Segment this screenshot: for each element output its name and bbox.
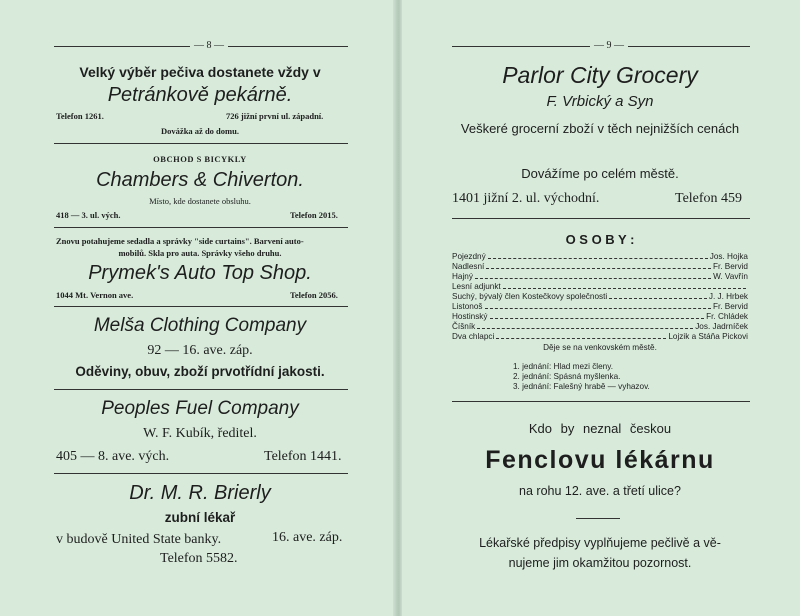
chambers-address: 418 — 3. ul. vých. — [56, 210, 121, 220]
leader-line — [609, 292, 707, 299]
pharmacy-line3: Lékařské předpisy vyplňujeme pečlivě a vě- — [479, 536, 721, 550]
grocery-address: 1401 jižní 2. ul. východní. — [452, 191, 600, 206]
act-3: 3. jednání: Falešný hrabě — vyhazov. — [513, 382, 650, 391]
peoples-phone: Telefon 1441. — [264, 449, 342, 464]
leader-line — [503, 282, 746, 289]
divider — [54, 473, 348, 474]
cast-role: Pojezdný — [452, 252, 486, 261]
cast-heading: O S O B Y : — [565, 232, 635, 247]
prymek-line1: Znovu potahujeme sedadla a správky "side curtains". Barvení auto- — [56, 236, 304, 246]
grocery-delivery: Dovážíme po celém městě. — [521, 166, 679, 181]
prymek-name: Prymek's Auto Top Shop. — [88, 262, 312, 284]
cast-actor: Jos. Jadrníček — [695, 322, 748, 331]
cast-actor: Jos. Hojka — [709, 252, 748, 261]
peoples-director: W. F. Kubík, ředitel. — [143, 426, 257, 441]
cast-role: Dva chlapci — [452, 332, 495, 341]
petrank-name: Petránkově pekárně. — [107, 84, 293, 106]
leader-line — [486, 262, 711, 269]
cast-row — [452, 262, 748, 272]
melsa-tagline: Oděviny, obuv, zboží prvotřídní jakosti. — [75, 364, 325, 379]
page-number: — 9 — — [590, 40, 628, 51]
chambers-name: Chambers & Chiverton. — [96, 169, 304, 191]
cast-role: Hajný — [452, 272, 473, 281]
leader-line — [488, 252, 708, 259]
cast-role: Lesní adjunkt — [452, 282, 501, 291]
cast-role: Nadlesní — [452, 262, 485, 271]
melsa-address: 92 — 16. ave. záp. — [147, 343, 253, 358]
brierly-name: Dr. M. R. Brierly — [129, 482, 271, 504]
peoples-address: 405 — 8. ave. vých. — [56, 449, 170, 464]
leader-line — [485, 302, 711, 309]
brierly-phone: Telefon 5582. — [160, 551, 238, 566]
divider — [54, 227, 348, 228]
cast-actor: Lojzik a Stáňa Pickovi — [668, 332, 748, 341]
cast-actor: Fr. Bervid — [712, 262, 748, 271]
page-number: — 8 — — [190, 40, 228, 51]
act-1: 1. jednání: Hlad mezi členy. — [513, 362, 613, 371]
act-2: 2. jednání: Spásná myšlenka. — [513, 372, 621, 381]
leader-line — [477, 322, 693, 329]
cast-actor: W. Vavřín — [713, 272, 748, 281]
cast-role: Hostinský — [452, 312, 488, 321]
divider — [54, 306, 348, 307]
cast-actor: Fr. Bervid — [712, 302, 748, 311]
cast-actor: Fr. Chládek — [706, 312, 748, 321]
pharmacy-address: na rohu 12. ave. a třetí ulice? — [519, 484, 681, 498]
grocery-phone: Telefon 459 — [675, 191, 743, 206]
prymek-line2: mobilů. Skla pro auta. Správky všeho druhu. — [118, 248, 282, 258]
petrank-phone: Telefon 1261. — [56, 111, 104, 121]
divider — [54, 143, 348, 144]
cast-actor: J. J. Hrbek — [708, 292, 748, 301]
brierly-location: v budově United State banky. — [56, 532, 222, 547]
leader-line — [490, 312, 705, 319]
leader-line — [475, 272, 711, 279]
cast-row — [452, 252, 748, 262]
petrank-address: 726 jižní první ul. západní. — [226, 111, 324, 121]
cast-role: Číšník — [452, 322, 476, 331]
cast-row — [452, 322, 748, 332]
divider — [452, 401, 750, 402]
petrank-intro: Velký výběr pečiva dostanete vždy v — [79, 64, 321, 80]
cast-row — [452, 272, 748, 282]
short-divider — [576, 518, 620, 519]
cast-row — [452, 312, 748, 322]
divider — [54, 389, 348, 390]
pharmacy-name: Fenclovu lékárnu — [485, 446, 715, 474]
grocery-name: Parlor City Grocery — [502, 62, 698, 88]
pharmacy-line4: nujeme jim okamžitou pozornost. — [508, 556, 692, 570]
peoples-name: Peoples Fuel Company — [101, 398, 299, 419]
grocery-tagline: Veškeré grocerní zboží v těch nejnižších cenách — [460, 121, 740, 136]
cast-row — [452, 292, 748, 302]
pharmacy-intro: Kdo by neznal českou — [528, 421, 672, 436]
cast-role: Suchý, bývalý člen Kostečkovy společnosti — [452, 292, 608, 301]
cast-role: Listonoš — [452, 302, 483, 311]
melsa-name: Melša Clothing Company — [93, 315, 307, 336]
brierly-title: zubní lékař — [164, 510, 236, 525]
cast-setting: Děje se na venkovském městě. — [543, 343, 657, 352]
prymek-phone: Telefon 2056. — [290, 290, 338, 300]
cast-row — [452, 282, 748, 292]
cast-row — [452, 302, 748, 312]
petrank-note: Dovážka až do domu. — [161, 126, 239, 136]
cast-row — [452, 332, 748, 342]
divider — [452, 218, 750, 219]
chambers-phone: Telefon 2015. — [290, 210, 338, 220]
grocery-owners: F. Vrbický a Syn — [546, 93, 654, 110]
brierly-street: 16. ave. záp. — [272, 530, 343, 545]
left-page — [0, 0, 396, 616]
prymek-address: 1044 Mt. Vernon ave. — [56, 290, 134, 300]
chambers-header: OBCHOD S BICYKLY — [153, 154, 247, 164]
chambers-note: Místo, kde dostanete obsluhu. — [149, 196, 251, 206]
leader-line — [496, 332, 666, 339]
